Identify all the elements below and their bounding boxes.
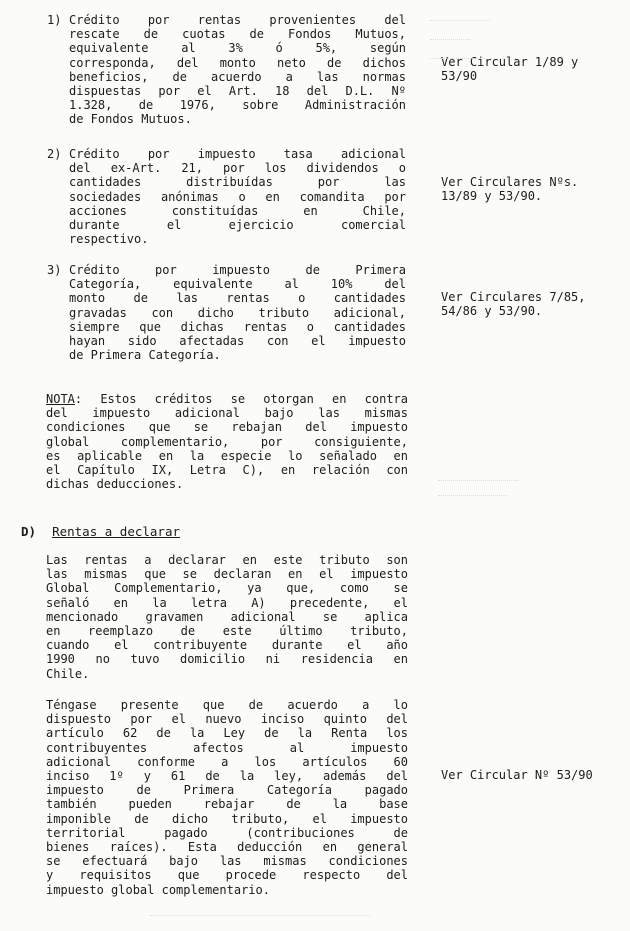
bleed-through-texture: [430, 12, 490, 59]
section-d-letter: D): [21, 524, 37, 539]
reference-line: 53/90: [441, 69, 478, 84]
item-3-line: de Primera Categoría.: [69, 348, 221, 363]
bleed-through-texture-2: [438, 470, 518, 496]
reference-line: Ver Circulares Nºs.: [441, 175, 579, 189]
section-d-heading: [21, 524, 180, 539]
item-3-line: monto de las rentas o cantidades: [69, 291, 406, 306]
item-3-line: gravadas con dicho tributo adicional,: [69, 305, 406, 320]
nota-line: global complementario, por consiguiente,: [46, 434, 408, 449]
item-1-text: [69, 13, 406, 127]
item-2-text: [69, 147, 406, 246]
nota-line: del impuesto adicional bajo las mismas: [46, 406, 408, 421]
section-d-p2-line: adicional conforme a los artículos 60: [46, 754, 408, 769]
item-number-3: 3): [47, 263, 62, 277]
item-3-line: Crédito por impuesto de Primera: [69, 263, 406, 277]
section-d-p2-line: se efectuará bajo las mismas condiciones: [46, 854, 408, 869]
reference-line: 13/89 y 53/90.: [441, 189, 543, 204]
section-d-reference: [441, 768, 630, 782]
reference-line: Ver Circulares 7/85,: [441, 290, 586, 304]
section-d-p2-line: imponible de dicho tributo, el impuesto: [46, 811, 408, 826]
item-2-line: acciones constituídas en Chile,: [69, 203, 406, 218]
bleed-through-texture-3: [150, 905, 370, 916]
item-2-line: del ex-Art. 21, por los dividendos o: [69, 161, 406, 176]
section-d-p2-line: Téngase presente que de acuerdo a lo: [46, 698, 408, 712]
section-d-p1-line: Chile.: [46, 666, 90, 681]
section-d-title: Rentas a declarar: [52, 524, 180, 539]
item-number-1: 1): [47, 13, 62, 27]
section-d-p1-line: señaló en la letra A) precedente, el: [46, 595, 408, 610]
section-d-p1-line: en reemplazo de este último tributo,: [46, 624, 408, 639]
section-d-paragraph-2: [46, 698, 408, 897]
item-2-line: sociedades anónimas o en comandita por: [69, 189, 406, 204]
nota-first-line: [46, 392, 408, 406]
item-2-line: Crédito por impuesto tasa adicional: [69, 147, 406, 161]
section-d-p2-line: también pueden rebajar de la base: [46, 797, 408, 812]
item-1-line: corresponda, del monto neto de dichos: [69, 55, 406, 70]
item-1-line: Crédito por rentas provenientes del: [69, 13, 406, 27]
section-d-p1-line: mencionado gravamen adicional se aplica: [46, 609, 408, 624]
section-d-p2-line: bienes raíces). Esta deducción en general: [46, 840, 408, 855]
section-d-p1-line: Global Complementario, ya que, como se: [46, 581, 408, 596]
section-d-p2-line: dispuesto por el nuevo inciso quinto del: [46, 712, 408, 727]
item-3-text: [69, 263, 406, 362]
item-1-line: 1.328, de 1976, sobre Administración: [69, 98, 406, 113]
section-d-p2-line: inciso 1º y 61 de la ley, además del: [46, 769, 408, 784]
section-d-p2-line: y requisitos que procede respecto del: [46, 868, 408, 883]
item-2-line: cantidades distribuídas por las: [69, 175, 406, 190]
item-3-line: Categoría, equivalente al 10% del: [69, 277, 406, 292]
item-1-line: dispuestas por el Art. 18 del D.L. Nº: [69, 84, 406, 99]
item-1-line: equivalente al 3% ó 5%, según: [69, 41, 406, 56]
item-3-line: siempre que dichas rentas o cantidades: [69, 319, 406, 334]
section-d-p1-line: las mismas que se declaran en el impuesto: [46, 567, 408, 582]
nota-line: el Capítulo IX, Letra C), en relación con: [46, 463, 408, 478]
nota-line: condiciones que se rebajan del impuesto: [46, 420, 408, 435]
section-d-p2-line: impuesto de Primera Categoría pagado: [46, 783, 408, 798]
item-3-line: hayan sido afectadas con el impuesto: [69, 334, 406, 349]
nota-line: dichas deducciones.: [46, 477, 184, 492]
item-3-reference: [441, 290, 630, 318]
section-d-p1-line: Las rentas a declarar en este tributo son: [46, 553, 408, 567]
item-2-line: respectivo.: [69, 232, 149, 247]
nota-lines: [46, 406, 408, 491]
reference-line: Ver Circular Nº 53/90: [441, 768, 593, 782]
reference-line: Ver Circular 1/89 y: [441, 55, 579, 69]
nota-label: NOTA: [46, 392, 75, 406]
section-d-p2-line: contribuyentes afectos al impuesto: [46, 740, 408, 755]
item-1-line: de Fondos Mutuos.: [69, 112, 192, 127]
section-d-p2-line: territorial pagado (contribuciones de: [46, 825, 408, 840]
section-d-p2-line: artículo 62 de la Ley de la Renta los: [46, 726, 408, 741]
nota-line: es aplicable en la especie lo señalado en: [46, 448, 408, 463]
section-d-p1-line: cuando el contribuyente durante el año: [46, 638, 408, 653]
section-d-p1-line: 1990 no tuvo domicilio ni residencia en: [46, 652, 408, 667]
section-d-p2-line: impuesto global complementario.: [46, 882, 270, 897]
item-1-line: beneficios, de acuerdo a las normas: [69, 69, 406, 84]
reference-line: 54/86 y 53/90.: [441, 304, 543, 319]
nota-paragraph: [46, 392, 408, 491]
item-2-reference: [441, 175, 630, 203]
item-1-reference: [441, 55, 630, 83]
item-1-line: rescate de cuotas de Fondos Mutuos,: [69, 27, 406, 42]
section-d-paragraph-1: [46, 553, 408, 681]
item-2-line: durante el ejercicio comercial: [69, 218, 406, 233]
nota-first-rest: : Estos créditos se otorgan en contra: [74, 392, 408, 406]
item-number-2: 2): [47, 147, 62, 161]
